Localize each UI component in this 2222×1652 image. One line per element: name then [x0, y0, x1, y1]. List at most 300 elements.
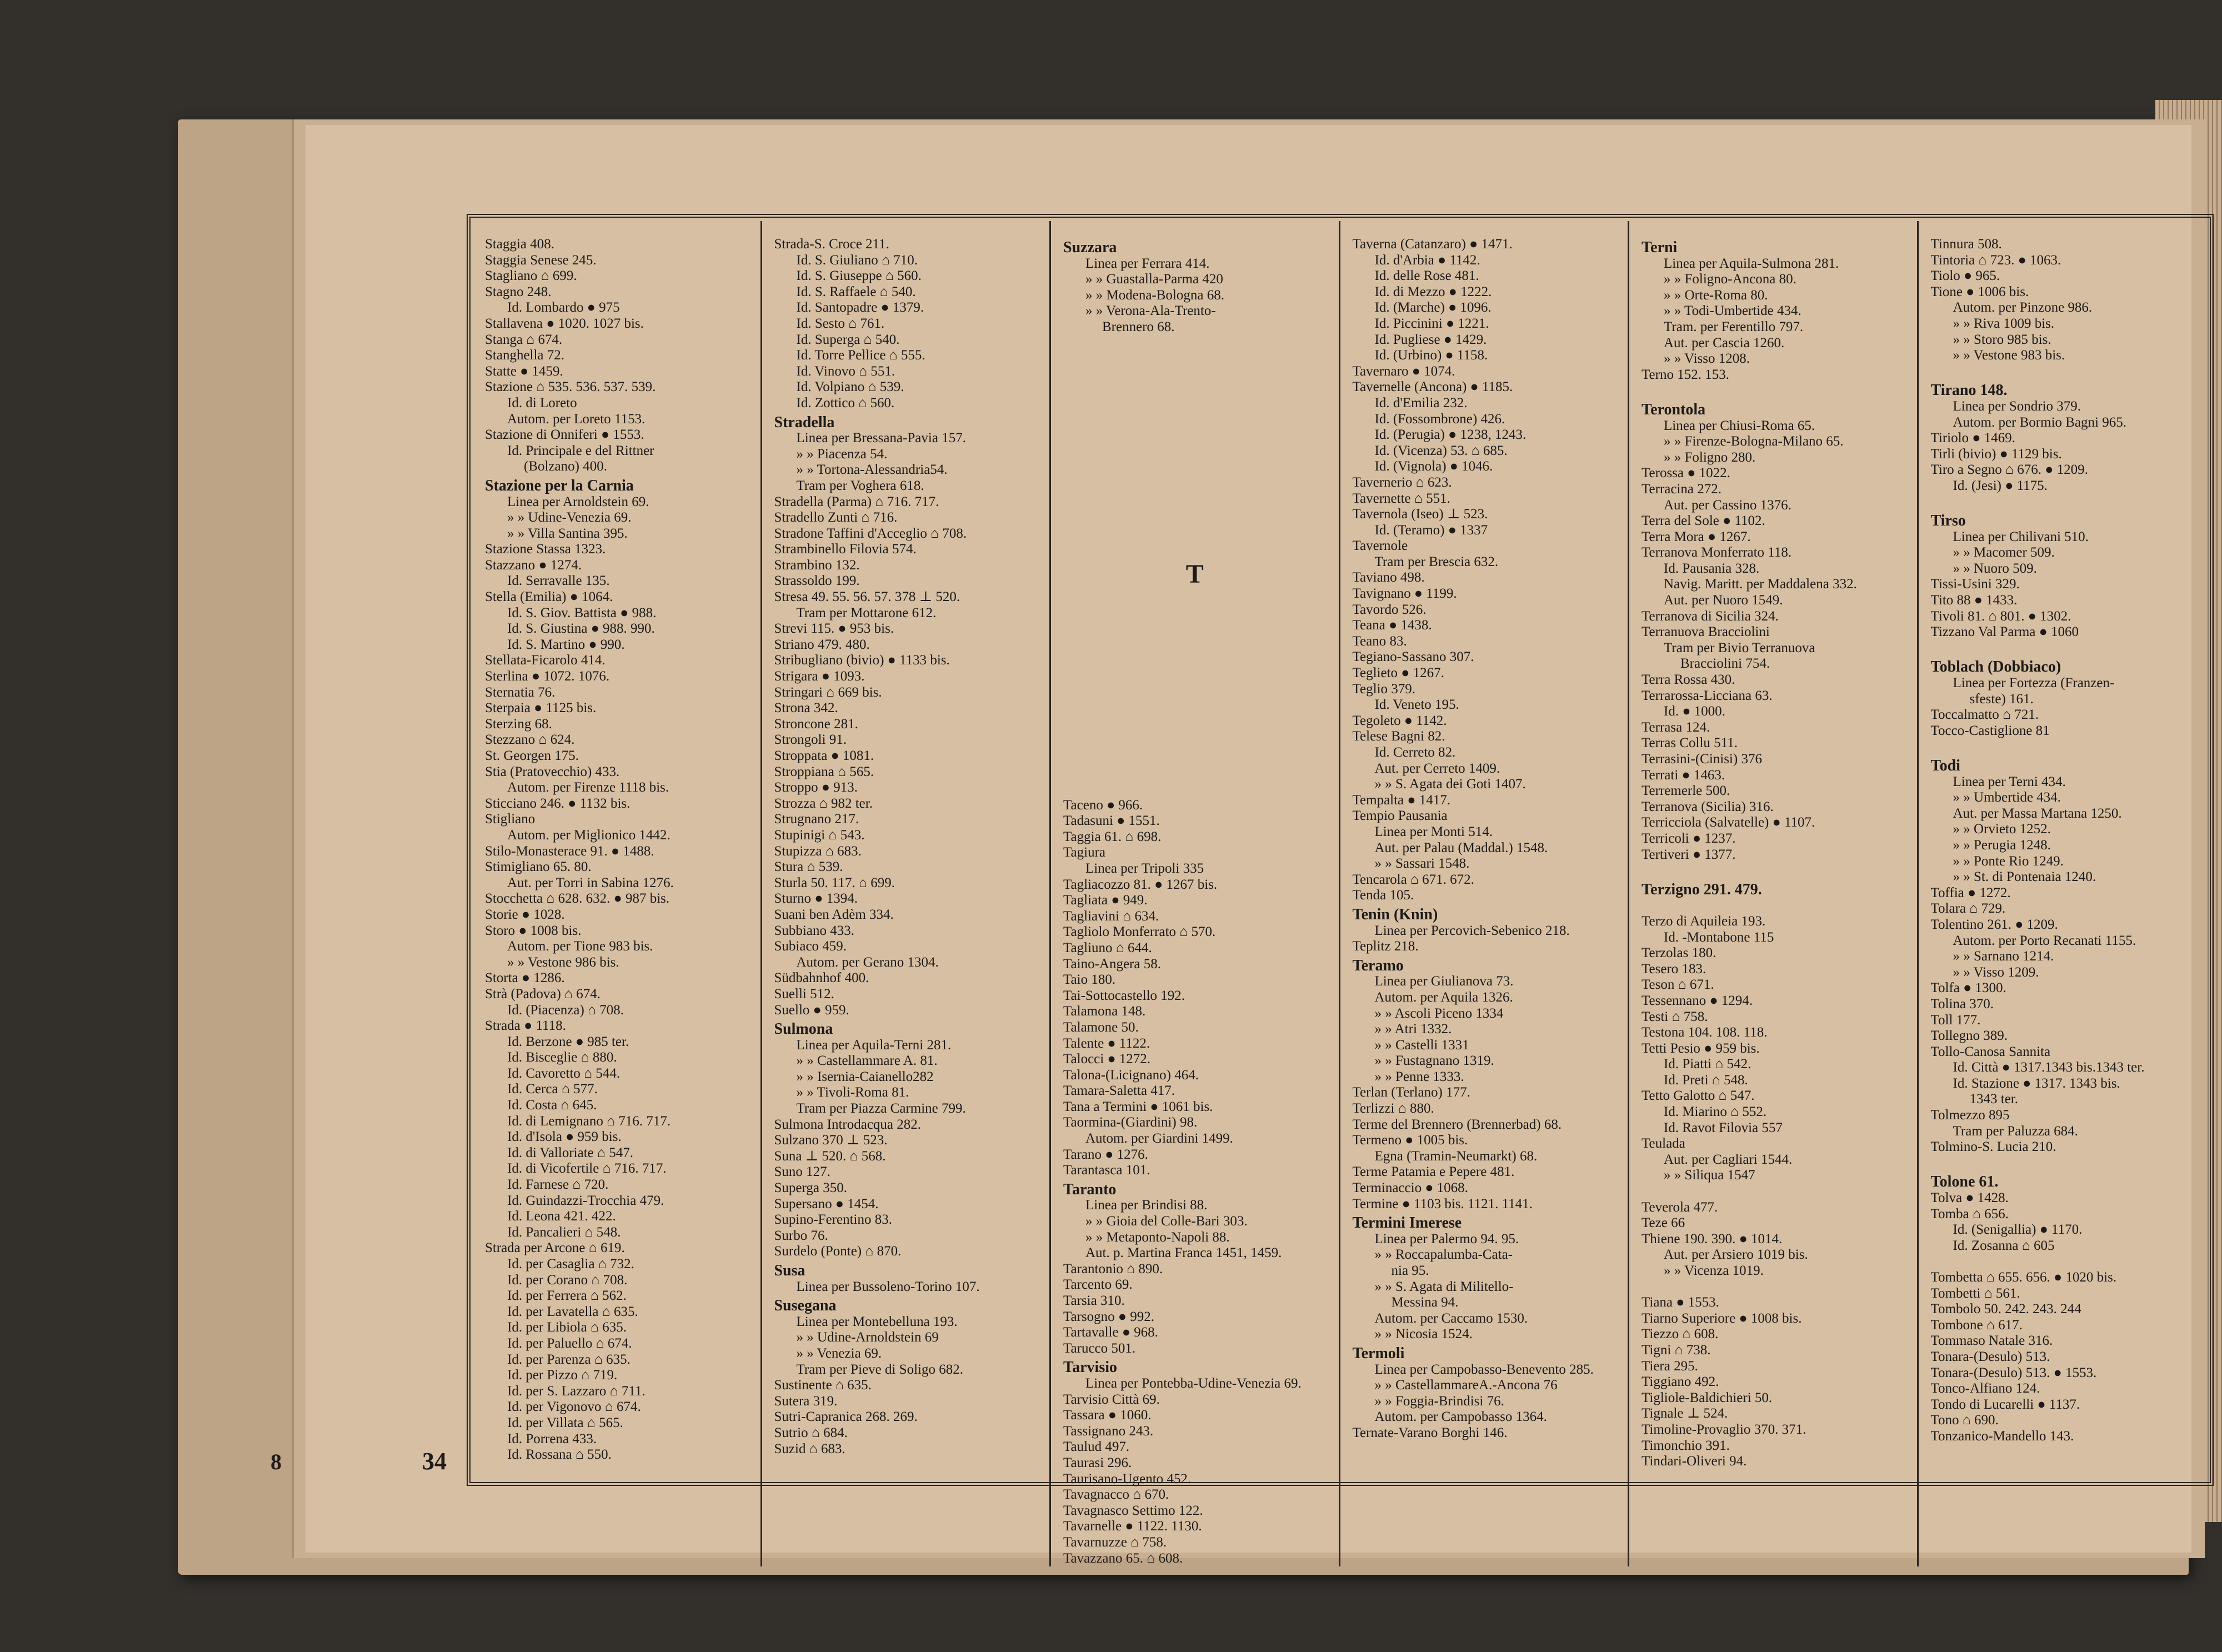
- index-entry: [1063, 542, 1327, 558]
- index-entry: » » Udine-Venezia 69.: [507, 510, 632, 525]
- index-entry: [1063, 336, 1327, 352]
- index-entry: » » Venezia 69.: [796, 1345, 882, 1361]
- index-entry: » » Gioia del Colle-Bari 303.: [1085, 1214, 1248, 1229]
- index-heading: Toblach (Dobbiaco): [1930, 658, 2061, 676]
- index-entry: Talona-(Licignano) 464.: [1063, 1067, 1199, 1083]
- index-entry: Id. Città ● 1317.1343 bis.1343 ter.: [1953, 1060, 2145, 1075]
- index-entry: Id. Pugliese ● 1429.: [1374, 332, 1487, 347]
- index-entry: Telese Bagni 82.: [1352, 729, 1445, 744]
- index-entry: Suno 127.: [774, 1164, 830, 1180]
- index-entry: » » Udine-Arnoldstein 69: [796, 1330, 939, 1345]
- index-entry: St. Georgen 175.: [485, 748, 579, 763]
- index-entry: Tombolo 50. 242. 243. 244: [1930, 1301, 2081, 1317]
- index-entry: Terrasa 124.: [1642, 719, 1710, 735]
- index-entry: Tombone ⌂ 617.: [1930, 1317, 2023, 1333]
- index-entry: Id. (Vignola) ● 1046.: [1374, 459, 1493, 474]
- index-entry: Tiggiano 492.: [1642, 1374, 1719, 1390]
- index-entry: Stigliano: [485, 812, 536, 827]
- index-entry: Termine ● 1103 bis. 1121. 1141.: [1352, 1196, 1533, 1212]
- index-entry: Teze 66: [1642, 1215, 1685, 1231]
- index-entry: Strozza ⌂ 982 ter.: [774, 795, 873, 811]
- index-entry: » » Storo 985 bis.: [1953, 332, 2051, 347]
- index-entry: [1931, 1155, 2196, 1172]
- index-entry: Stradella (Parma) ⌂ 716. 717.: [774, 494, 939, 509]
- index-entry: Terranova (Sicilia) 316.: [1642, 799, 1774, 814]
- index-table: [467, 214, 2214, 1566]
- index-entry: Strada per Arcone ⌂ 619.: [485, 1240, 625, 1256]
- index-entry: Id. Zottico ⌂ 560.: [796, 395, 895, 411]
- index-entry: Tomba ⌂ 656.: [1930, 1206, 2009, 1222]
- index-heading: Taranto: [1063, 1180, 1117, 1198]
- index-entry: Surbo 76.: [774, 1228, 828, 1243]
- index-entry: Storo ● 1008 bis.: [485, 923, 582, 938]
- index-entry: Id. per Lavatella ⌂ 635.: [507, 1304, 638, 1319]
- index-heading: Teramo: [1352, 957, 1404, 974]
- index-entry: Storie ● 1028.: [485, 907, 565, 922]
- index-entry: Id. S. Martino ● 990.: [507, 637, 625, 652]
- index-entry: Id. Porrena 433.: [507, 1431, 597, 1446]
- index-entry: Tetto Galotto ⌂ 547.: [1642, 1088, 1755, 1104]
- index-entry: Id. (Jesi) ● 1175.: [1953, 478, 2048, 493]
- index-entry: Testi ⌂ 758.: [1642, 1009, 1708, 1024]
- index-heading: Termoli: [1352, 1344, 1405, 1362]
- index-entry: Id. S. Giustina ● 988. 990.: [507, 621, 655, 637]
- index-heading: Stradella: [774, 413, 835, 431]
- index-entry: » » S. Agata dei Goti 1407.: [1374, 777, 1526, 792]
- index-entry: Teano 83.: [1352, 633, 1407, 649]
- index-entry: Id. (Piacenza) ⌂ 708.: [507, 1002, 624, 1018]
- index-entry: Teana ● 1438.: [1352, 618, 1432, 633]
- index-entry: Terrarossa-Licciana 63.: [1642, 688, 1773, 703]
- index-entry: Tamara-Saletta 417.: [1063, 1083, 1175, 1099]
- index-entry: Tavernette ⌂ 551.: [1352, 490, 1450, 506]
- index-entry: Taino-Angera 58.: [1063, 956, 1161, 972]
- index-entry: nia 95.: [1391, 1263, 1429, 1278]
- index-entry: Suzid ⌂ 683.: [774, 1441, 845, 1456]
- index-heading: Susegana: [774, 1297, 837, 1315]
- index-entry: Tolmezzo 895: [1930, 1108, 2010, 1123]
- index-entry: Stagno 248.: [485, 284, 552, 299]
- index-entry: Linea per Palermo 94. 95.: [1374, 1231, 1519, 1246]
- index-entry: Striano 479. 480.: [774, 637, 870, 652]
- index-entry: Id. delle Rose 481.: [1374, 268, 1479, 284]
- margin-mark: 8: [271, 1449, 282, 1474]
- index-entry: Thiene 190. 390. ● 1014.: [1642, 1231, 1783, 1246]
- index-entry: Id. Preti ⌂ 548.: [1664, 1072, 1748, 1088]
- index-entry: Teplitz 218.: [1352, 939, 1419, 954]
- index-entry: Stroppiana ⌂ 565.: [774, 764, 874, 779]
- index-entry: Linea per Arnoldstein 69.: [507, 494, 649, 509]
- index-entry: Terminaccio ● 1068.: [1352, 1180, 1468, 1196]
- index-entry: Suani ben Adèm 334.: [774, 907, 894, 922]
- index-entry: Linea per Campobasso-Benevento 285.: [1374, 1361, 1594, 1377]
- index-entry: » » Vicenza 1019.: [1664, 1263, 1764, 1278]
- index-entry: Id. S. Giuliano ⌂ 710.: [796, 252, 918, 268]
- index-entry: Taceno ● 966.: [1063, 797, 1143, 813]
- index-entry: Stupizza ⌂ 683.: [774, 843, 862, 859]
- index-heading: Susa: [774, 1262, 805, 1279]
- index-entry: Brennero 68.: [1102, 319, 1175, 334]
- index-entry: Stazione ⌂ 535. 536. 537. 539.: [485, 379, 656, 395]
- index-entry: Tavordo 526.: [1352, 602, 1427, 617]
- index-entry: Tommaso Natale 316.: [1930, 1333, 2053, 1349]
- index-entry: Taurasi 296.: [1063, 1455, 1132, 1470]
- index-entry: Id. ● 1000.: [1664, 704, 1725, 719]
- index-entry: » » Visso 1208.: [1664, 351, 1750, 367]
- index-entry: Tione ● 1006 bis.: [1930, 284, 2029, 299]
- column-4: [1340, 221, 1630, 1566]
- index-entry: Staggia 408.: [485, 237, 554, 252]
- index-entry: [1063, 670, 1327, 687]
- column-5: [1629, 221, 1919, 1566]
- index-entry: Autom. per Miglionico 1442.: [507, 827, 670, 843]
- index-entry: Subbiano 433.: [774, 923, 854, 938]
- index-entry: Taurisano-Ugento 452.: [1063, 1471, 1192, 1486]
- index-entry: » » Riva 1009 bis.: [1953, 316, 2055, 331]
- index-entry: » » Piacenza 54.: [796, 446, 888, 462]
- index-entry: Stradone Taffini d'Acceglio ⌂ 708.: [774, 525, 967, 541]
- index-entry: Id. (Senigallia) ● 1170.: [1953, 1222, 2083, 1238]
- index-entry: Terranova di Sicilia 324.: [1642, 608, 1779, 624]
- index-heading: Tirso: [1930, 512, 1966, 530]
- index-entry: » » Modena-Bologna 68.: [1085, 287, 1224, 303]
- index-entry: Teulada: [1642, 1136, 1685, 1152]
- index-entry: Tiera 295.: [1642, 1358, 1698, 1374]
- index-entry: Tiezzo ⌂ 608.: [1642, 1326, 1719, 1342]
- index-entry: Taviano 498.: [1352, 570, 1425, 585]
- index-entry: Id. (Fossombrone) 426.: [1374, 411, 1505, 427]
- index-entry: Autom. per Porto Recanati 1155.: [1953, 933, 2136, 948]
- index-entry: Id. Farnese ⌂ 720.: [507, 1177, 609, 1193]
- index-entry: [1063, 654, 1327, 670]
- index-entry: Tagliolo Monferrato ⌂ 570.: [1063, 924, 1216, 940]
- index-entry: » » Nuoro 509.: [1953, 560, 2037, 576]
- index-entry: Id. Stazione ● 1317. 1343 bis.: [1953, 1075, 2120, 1091]
- index-entry: Taverna (Catanzaro) ● 1471.: [1352, 237, 1513, 252]
- index-entry: Strambinello Filovia 574.: [774, 542, 917, 557]
- index-entry: Stanghella 72.: [485, 348, 565, 363]
- index-entry: Tarsogno ● 992.: [1063, 1309, 1155, 1324]
- index-entry: [1063, 462, 1327, 478]
- index-entry: Id. Cerreto 82.: [1374, 745, 1456, 760]
- index-entry: Tavarnelle ● 1122. 1130.: [1063, 1519, 1202, 1534]
- index-entry: Suelli 512.: [774, 986, 834, 1002]
- index-entry: Id. d'Isola ● 959 bis.: [507, 1129, 622, 1145]
- index-entry: Taulud 497.: [1063, 1439, 1130, 1455]
- index-entry: Strambino 132.: [774, 557, 860, 573]
- index-entry: Id. Ravot Filovia 557: [1664, 1120, 1783, 1135]
- index-entry: Tagliavini ⌂ 634.: [1063, 908, 1159, 924]
- index-entry: Aut. per Cascia 1260.: [1664, 335, 1785, 351]
- index-entry: Linea per Aquila-Terni 281.: [796, 1037, 952, 1053]
- index-entry: Terrati ● 1463.: [1642, 767, 1725, 783]
- index-entry: » » Nicosia 1524.: [1374, 1326, 1473, 1342]
- index-entry: Sterpaia ● 1125 bis.: [485, 700, 597, 716]
- index-entry: Id. Torre Pellice ⌂ 555.: [796, 348, 925, 363]
- index-entry: » » Visso 1209.: [1953, 964, 2039, 980]
- index-entry: Terremerle 500.: [1642, 783, 1730, 799]
- index-entry: Aut. per Massa Martana 1250.: [1953, 805, 2122, 821]
- index-entry: [1063, 367, 1327, 383]
- index-entry: Id. per Casaglia ⌂ 732.: [507, 1256, 634, 1271]
- index-entry: Timoline-Provaglio 370. 371.: [1642, 1421, 1806, 1437]
- index-heading: Tenin (Knin): [1352, 905, 1438, 923]
- index-entry: » » Ponte Rio 1249.: [1953, 853, 2064, 869]
- index-entry: Surdelo (Ponte) ⌂ 870.: [774, 1244, 902, 1259]
- index-entry: Id. di Loreto: [507, 395, 577, 411]
- index-entry: Id. Serravalle 135.: [507, 573, 610, 589]
- index-entry: Linea per Terni 434.: [1953, 774, 2066, 789]
- index-heading: Suzzara: [1063, 239, 1117, 256]
- index-entry: [1063, 607, 1327, 623]
- index-entry: Sterzing 68.: [485, 716, 552, 732]
- index-entry: Tavernerio ⌂ 623.: [1352, 474, 1452, 490]
- index-entry: Linea per Fortezza (Franzen-: [1953, 675, 2115, 691]
- index-entry: » » Vestone 983 bis.: [1953, 348, 2065, 363]
- index-heading: Todi: [1930, 757, 1960, 774]
- index-entry: Tintoria ⌂ 723. ● 1063.: [1930, 252, 2061, 268]
- index-heading: Terni: [1642, 239, 1678, 256]
- index-entry: Autom. per Tione 983 bis.: [507, 939, 653, 954]
- index-entry: Tram per Voghera 618.: [796, 478, 924, 493]
- index-entry: Tollo-Canosa Sannita: [1930, 1044, 2051, 1059]
- index-entry: [1063, 415, 1327, 431]
- index-entry: » » Castelli 1331: [1374, 1037, 1469, 1053]
- index-entry: Tolina 370.: [1930, 996, 1994, 1012]
- index-entry: » » Todi-Umbertide 434.: [1664, 303, 1801, 319]
- index-entry: Tarcento 69.: [1063, 1277, 1133, 1293]
- index-entry: Terzo di Aquileia 193.: [1642, 913, 1766, 929]
- index-entry: [1642, 863, 1905, 879]
- index-entry: » » Perugia 1248.: [1953, 837, 2051, 853]
- index-entry: Suna ⊥ 520. ⌂ 568.: [774, 1148, 886, 1164]
- index-entry: Autom. per Caccamo 1530.: [1374, 1310, 1528, 1326]
- index-entry: Messina 94.: [1391, 1295, 1459, 1310]
- index-entry: Terzolas 180.: [1642, 945, 1716, 961]
- index-entry: Autom. per Giardini 1499.: [1085, 1131, 1233, 1147]
- index-entry: » » Foligno-Ancona 80.: [1664, 272, 1796, 287]
- index-entry: Autom. per Gerano 1304.: [796, 954, 939, 970]
- index-entry: Sustinente ⌂ 635.: [774, 1378, 872, 1393]
- index-entry: Linea per Chiusi-Roma 65.: [1664, 418, 1815, 433]
- index-entry: Sticciano 246. ● 1132 bis.: [485, 795, 630, 811]
- index-entry: » » Firenze-Bologna-Milano 65.: [1664, 434, 1844, 449]
- index-entry: [1063, 383, 1327, 399]
- index-entry: Strugnano 217.: [774, 812, 859, 827]
- index-entry: Tertiveri ● 1377.: [1642, 847, 1736, 862]
- index-entry: Sutri-Capranica 268. 269.: [774, 1409, 918, 1425]
- index-entry: Supino-Ferentino 83.: [774, 1212, 892, 1228]
- index-entry: Statte ● 1459.: [485, 363, 563, 379]
- index-entry: Tiarno Superiore ● 1008 bis.: [1642, 1310, 1802, 1326]
- index-entry: Teglieto ● 1267.: [1352, 665, 1444, 681]
- index-entry: » » CastellammareA.-Ancona 76: [1374, 1378, 1558, 1393]
- index-entry: Tagliacozzo 81. ● 1267 bis.: [1063, 877, 1218, 892]
- index-entry: [1931, 494, 2196, 510]
- index-entry: Terricciola (Salvatelle) ● 1107.: [1642, 815, 1815, 830]
- index-entry: Id. per Parenza ⌂ 635.: [507, 1351, 630, 1367]
- index-entry: Stellata-Ficarolo 414.: [485, 653, 605, 668]
- index-entry: Linea per Brindisi 88.: [1085, 1198, 1208, 1213]
- index-entry: » » Umbertide 434.: [1953, 790, 2061, 805]
- index-entry: » » Foggia-Brindisi 76.: [1374, 1393, 1504, 1409]
- index-entry: Id. Rossana ⌂ 550.: [507, 1447, 612, 1463]
- index-entry: Talamone 50.: [1063, 1019, 1139, 1035]
- index-entry: Id. Pausania 328.: [1664, 560, 1760, 576]
- index-entry: Id. (Teramo) ● 1337: [1374, 522, 1488, 538]
- index-entry: Id. (Perugia) ● 1238, 1243.: [1374, 427, 1527, 443]
- index-entry: sfeste) 161.: [1969, 691, 2034, 707]
- index-heading: Terzigno 291. 479.: [1642, 880, 1762, 898]
- index-entry: Tavernaro ● 1074.: [1352, 363, 1455, 379]
- index-entry: Id. Leona 421. 422.: [507, 1209, 616, 1224]
- index-entry: Tignale ⊥ 524.: [1642, 1406, 1728, 1421]
- index-entry: Id. Principale e del Rittner: [507, 443, 654, 458]
- index-entry: Tigliole-Baldichieri 50.: [1642, 1390, 1773, 1405]
- index-entry: Terlizzi ⌂ 880.: [1352, 1101, 1434, 1117]
- index-entry: Stroppo ● 913.: [774, 780, 858, 795]
- index-heading: Sulmona: [774, 1020, 833, 1038]
- index-entry: Sternatia 76.: [485, 684, 556, 700]
- index-entry: Terossa ● 1022.: [1642, 465, 1730, 481]
- index-entry: Taggia 61. ⌂ 698.: [1063, 829, 1162, 844]
- index-entry: Tagliata ● 949.: [1063, 893, 1148, 908]
- index-entry: [1063, 718, 1327, 734]
- index-entry: Linea per Percovich-Sebenico 218.: [1374, 923, 1570, 938]
- index-entry: » » Fustagnano 1319.: [1374, 1053, 1494, 1069]
- index-entry: [1063, 623, 1327, 639]
- index-entry: Terranuova Bracciolini: [1642, 624, 1770, 640]
- index-entry: » » Villa Santina 395.: [507, 525, 628, 541]
- index-entry: Talente ● 1122.: [1063, 1035, 1150, 1051]
- index-entry: Tinnura 508.: [1930, 237, 2002, 252]
- index-entry: » » S. Agata di Militello-: [1374, 1279, 1514, 1294]
- index-entry: [1063, 750, 1327, 766]
- index-entry: Strà (Padova) ⌂ 674.: [485, 986, 601, 1002]
- index-entry: [1931, 1254, 2196, 1270]
- index-entry: Aut. per Palau (Maddal.) 1548.: [1374, 840, 1548, 855]
- index-entry: Tempio Pausania: [1352, 808, 1448, 824]
- index-entry: [1063, 702, 1327, 718]
- index-entry: Stazione Stassa 1323.: [485, 542, 606, 557]
- index-entry: Id. di Mezzo ● 1222.: [1374, 284, 1492, 299]
- index-entry: Tondo di Lucarelli ● 1137.: [1930, 1396, 2080, 1412]
- index-entry: [1063, 494, 1327, 510]
- index-entry: Suello ● 959.: [774, 1002, 849, 1018]
- index-entry: » » Foligno 280.: [1664, 449, 1756, 465]
- index-entry: Tarano ● 1276.: [1063, 1147, 1148, 1162]
- index-entry: Tram per Brescia 632.: [1374, 554, 1499, 569]
- index-entry: Strada ● 1118.: [485, 1018, 566, 1034]
- index-entry: Tolfa ● 1300.: [1930, 980, 2006, 996]
- index-entry: Linea per Sondrio 379.: [1953, 398, 2081, 414]
- index-entry: [1063, 765, 1327, 782]
- index-entry: » » Tortona-Alessandria54.: [796, 462, 948, 478]
- index-entry: » » Sarnano 1214.: [1953, 949, 2054, 964]
- index-entry: Terracina 272.: [1642, 481, 1722, 497]
- index-entry: Terras Collu 511.: [1642, 735, 1738, 751]
- index-entry: Stilo-Monasterace 91. ● 1488.: [485, 843, 654, 859]
- index-entry: Sulzano 370 ⊥ 523.: [774, 1133, 888, 1148]
- index-entry: Tivoli 81. ⌂ 801. ● 1302.: [1930, 608, 2071, 624]
- index-entry: Id. Guindazzi-Trocchia 479.: [507, 1193, 664, 1208]
- index-entry: Terra del Sole ● 1102.: [1642, 513, 1765, 529]
- index-entry: Tavagnacco ⌂ 670.: [1063, 1487, 1169, 1503]
- index-entry: Superga 350.: [774, 1180, 847, 1196]
- index-entry: Id. Miarino ⌂ 552.: [1664, 1104, 1767, 1120]
- index-entry: [1063, 526, 1327, 542]
- index-entry: Tonara-(Desulo) 513. ● 1553.: [1930, 1365, 2097, 1380]
- index-entry: Tolmino-S. Lucia 210.: [1930, 1139, 2056, 1155]
- index-entry: Taormina-(Giardini) 98.: [1063, 1115, 1198, 1130]
- index-entry: Tarvisio Città 69.: [1063, 1391, 1160, 1407]
- index-entry: [1642, 383, 1905, 399]
- column-3: [1051, 221, 1340, 1566]
- index-entry: Tiana ● 1553.: [1642, 1295, 1719, 1310]
- index-entry: Tolara ⌂ 729.: [1930, 901, 2006, 917]
- index-entry: Linea per Ferrara 414.: [1085, 256, 1210, 271]
- index-entry: Tissi-Usini 329.: [1930, 577, 2020, 592]
- index-entry: Id. per S. Lazzaro ⌂ 711.: [507, 1383, 645, 1399]
- index-entry: Stroncone 281.: [774, 716, 858, 732]
- index-entry: Tartavalle ● 968.: [1063, 1325, 1158, 1340]
- index-entry: Talocci ● 1272.: [1063, 1052, 1151, 1067]
- index-entry: Linea per Tripoli 335: [1085, 860, 1204, 876]
- index-entry: Stezzano ⌂ 624.: [485, 732, 575, 748]
- index-entry: Id. Pancalieri ⌂ 548.: [507, 1224, 621, 1240]
- index-entry: [1063, 734, 1327, 750]
- index-entry: Tavarnuzze ⌂ 758.: [1063, 1534, 1167, 1550]
- index-entry: Strigara ● 1093.: [774, 669, 865, 684]
- index-entry: Teson ⌂ 671.: [1642, 977, 1714, 993]
- index-entry: Tram per Bivio Terranuova: [1664, 640, 1815, 655]
- index-entry: Tencarola ⌂ 671. 672.: [1352, 872, 1474, 887]
- index-entry: Id. d'Arbia ● 1142.: [1374, 252, 1480, 268]
- index-entry: Id. di Valloriate ⌂ 547.: [507, 1145, 634, 1160]
- index-entry: Stagliano ⌂ 699.: [485, 268, 577, 284]
- index-entry: Tonara-(Desulo) 513.: [1930, 1349, 2050, 1364]
- index-entry: Tram. per Ferentillo 797.: [1664, 319, 1804, 334]
- index-entry: Sterlina ● 1072. 1076.: [485, 669, 610, 684]
- index-entry: Aut. per Cassino 1376.: [1664, 497, 1791, 513]
- index-entry: Tonzanico-Mandello 143.: [1930, 1428, 2074, 1444]
- index-entry: [1063, 782, 1327, 798]
- index-entry: [1063, 447, 1327, 463]
- index-heading: Terontola: [1642, 401, 1706, 418]
- index-entry: Tollegno 389.: [1930, 1028, 2008, 1044]
- index-entry: Id. Sesto ⌂ 761.: [796, 316, 885, 331]
- index-entry: Toccalmatto ⌂ 721.: [1930, 707, 2039, 723]
- index-entry: Tombetti ⌂ 561.: [1930, 1285, 2020, 1301]
- index-entry: Aut. per Arsiero 1019 bis.: [1664, 1247, 1808, 1263]
- index-entry: Id. Volpiano ⌂ 539.: [796, 379, 904, 395]
- index-entry: Sutrio ⌂ 684.: [774, 1425, 848, 1440]
- index-entry: Strevi 115. ● 953 bis.: [774, 621, 894, 637]
- index-heading: Stazione per la Carnia: [485, 477, 634, 494]
- index-entry: Autom. per Aquila 1326.: [1374, 989, 1513, 1005]
- index-entry: Aut. per Nuoro 1549.: [1664, 593, 1783, 608]
- index-entry: Supersano ● 1454.: [774, 1196, 879, 1212]
- index-entry: Stazione di Onniferi ● 1553.: [485, 427, 644, 443]
- index-entry: [1642, 1184, 1905, 1200]
- index-entry: [1063, 639, 1327, 655]
- index-entry: Subiaco 459.: [774, 939, 847, 954]
- index-entry: Id. Berzone ● 985 ter.: [507, 1034, 629, 1049]
- index-entry: Autom. per Loreto 1153.: [507, 411, 645, 427]
- index-entry: Tirli (bivio) ● 1129 bis.: [1930, 446, 2062, 462]
- index-entry: » » Orte-Roma 80.: [1664, 287, 1768, 303]
- index-entry: » » Ascoli Piceno 1334: [1374, 1005, 1504, 1021]
